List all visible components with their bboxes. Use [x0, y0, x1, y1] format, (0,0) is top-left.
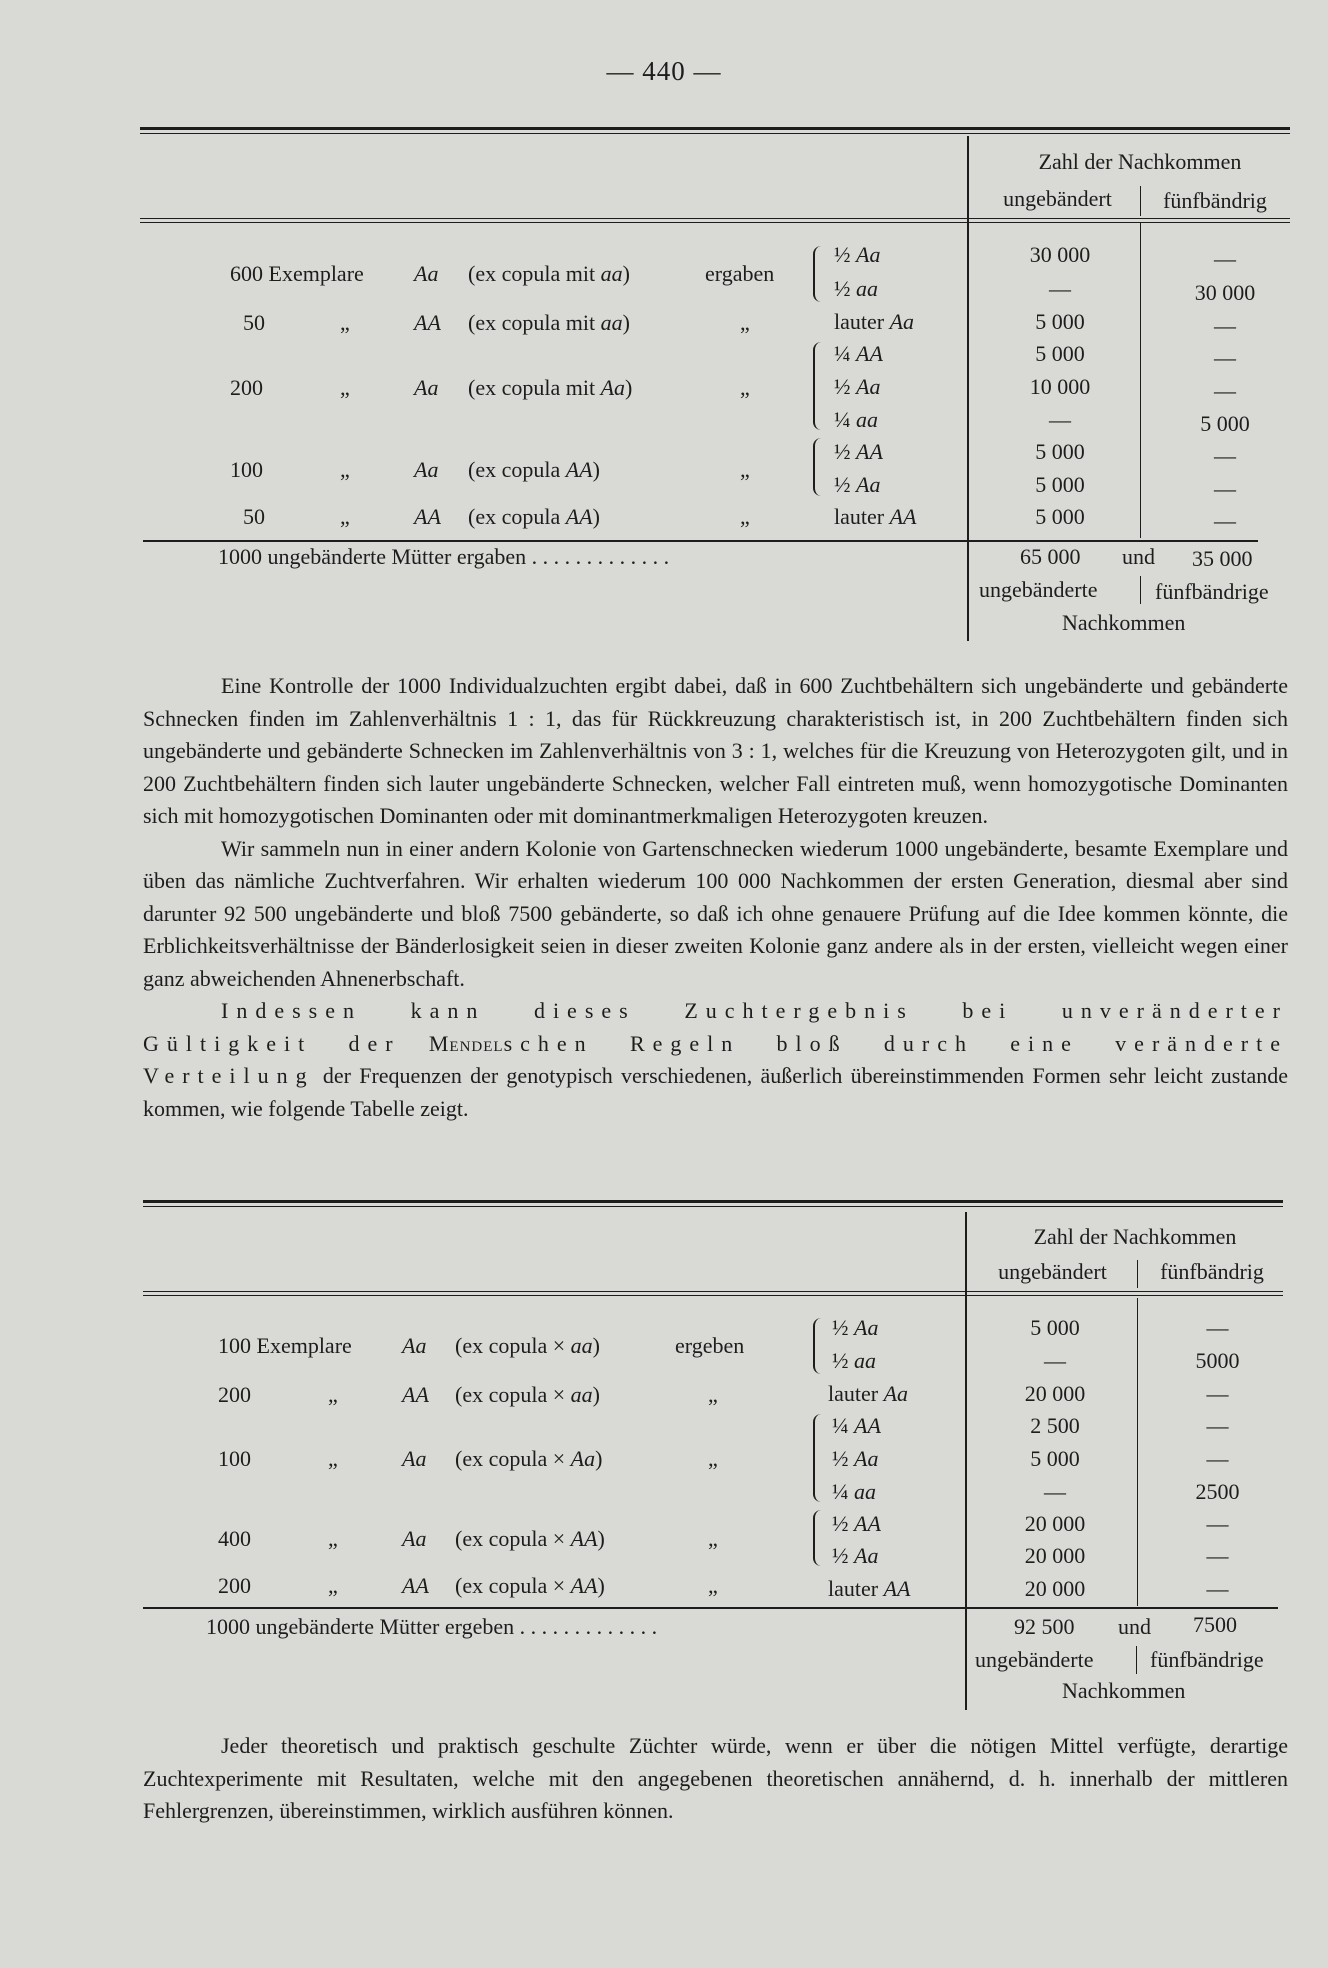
paragraph	[143, 1730, 1288, 1828]
cell-fuenfbaendrig: 5 000	[1200, 411, 1250, 436]
ratio-genotype: Aa	[854, 1446, 879, 1471]
cell-fuenfbaendrig: —	[1206, 1446, 1229, 1471]
cell-fuenfbaendrig: —	[1214, 246, 1236, 271]
cross-text: (ex copula ×	[455, 1573, 571, 1598]
row-genotype: AA	[402, 1573, 429, 1598]
cell-fuenfbaendrig: —	[1206, 1315, 1229, 1340]
row-verb: „	[740, 457, 750, 482]
cross-close: )	[592, 1382, 600, 1407]
ratio-genotype: AA	[854, 1511, 881, 1536]
row-genotype: Aa	[414, 375, 439, 400]
offspring-ratio	[834, 242, 880, 268]
ratio-genotype: Aa	[883, 1381, 909, 1406]
cross-close: )	[622, 261, 630, 286]
cross-genotype: aa	[600, 310, 623, 335]
brace	[813, 1318, 823, 1374]
cell-ungebaendert: 5 000	[1035, 341, 1085, 366]
offspring-ratio	[832, 1348, 876, 1374]
cross-genotype: Aa	[570, 1446, 596, 1471]
totals-rule	[143, 540, 1258, 542]
cross-close: )	[592, 457, 600, 482]
row-verb: „	[740, 375, 750, 400]
paragraph-text: der Frequenzen der genotypisch verschiedenen, äußerlich übereinstimmenden Formen sehr leicht zustande kommen, wie folgende Tabelle zeigt.	[143, 1063, 1289, 1121]
ratio-fraction: lauter	[834, 309, 885, 334]
cell-fuenfbaendrig: —	[1206, 1413, 1229, 1438]
cross-genotype: AA	[570, 1573, 598, 1598]
cross-text: (ex copula mit	[468, 261, 601, 286]
cross-close: )	[597, 1526, 605, 1551]
header-rule	[143, 1295, 1283, 1296]
row-verb: „	[708, 1446, 718, 1471]
header-col-fuenfbaendrig: fünfbändrig	[1160, 1259, 1264, 1284]
row-ditto: „	[328, 1446, 338, 1471]
cell-fuenfbaendrig: 5000	[1195, 1348, 1240, 1373]
row-ditto: „	[328, 1573, 338, 1598]
cross-close: )	[597, 1573, 605, 1598]
cell-ungebaendert: 5 000	[1035, 472, 1085, 497]
paragraph-text: Eine Kontrolle der 1000 Individualzuchten ergibt dabei, daß in 600 Zuchtbehältern sich ungebänderte und gebänderte Schnecken finden im Zahlenverhältnis 1 : 1, das für Rückkreuzung charakteristisch ist, in 200 Zuchtbehältern finden sich ungebänderte und gebänderte Schnecken im Zahlenverhältnis von 3 : 1, welches für die Kreuzung von Heterozygoten gilt, und in 200 Zuchtbehältern finden sich lauter ungebänderte Schnecken, welcher Fall eintreten muß, wenn homozygotische Dominanten sich mit homozygotischen Dominanten oder mit dominantmerkmaligen Heterozygoten kreuzen.	[143, 673, 1288, 828]
row-cross	[455, 1526, 605, 1552]
offspring-ratio	[834, 472, 880, 498]
ratio-fraction: ½	[832, 1511, 849, 1536]
offspring-ratio	[834, 309, 914, 335]
cell-fuenfbaendrig: —	[1206, 1543, 1229, 1568]
row-verb: ergaben	[705, 261, 775, 286]
cross-text: (ex copula mit	[468, 310, 601, 335]
offspring-ratio	[834, 374, 880, 400]
header-rule	[143, 1291, 1283, 1292]
cross-close: )	[592, 504, 600, 529]
cross-text: (ex copula mit	[468, 375, 601, 400]
total-and: und	[1122, 544, 1155, 569]
row-count: 100	[218, 1446, 251, 1471]
row-genotype: AA	[414, 504, 441, 529]
brace	[813, 1414, 823, 1502]
header-group: Zahl der Nachkommen	[1033, 1224, 1237, 1249]
row-count: 200	[230, 375, 263, 400]
cross-text: (ex copula	[468, 504, 566, 529]
ratio-fraction: lauter	[828, 1576, 879, 1601]
offspring-ratio	[832, 1479, 876, 1505]
row-verb: „	[708, 1526, 718, 1551]
totals-rule	[143, 1607, 1278, 1609]
offspring-ratio	[832, 1511, 881, 1537]
cell-ungebaendert: 5 000	[1035, 504, 1085, 529]
ratio-fraction: ¼	[834, 407, 851, 432]
spaced-text: Indessen kann dieses Zuchtergebnis bei unveränderter Gültigkeit der	[143, 998, 1288, 1056]
totals-footer: Nachkommen	[1062, 1678, 1186, 1703]
column-divider	[1136, 1646, 1137, 1674]
offspring-ratio	[832, 1543, 878, 1569]
row-ditto: „	[328, 1382, 338, 1407]
column-divider	[1137, 1298, 1138, 1606]
row-cross	[468, 375, 632, 401]
cross-genotype: Aa	[600, 375, 626, 400]
row-genotype: AA	[402, 1382, 429, 1407]
totals-label: 1000 ungebänderte Mütter ergeben . . . . . . . . . . . . .	[206, 1614, 658, 1639]
row-verb: ergeben	[675, 1333, 745, 1358]
column-divider	[1140, 186, 1141, 216]
cross-genotype: aa	[570, 1382, 593, 1407]
ratio-fraction: ½	[832, 1315, 849, 1340]
ratio-genotype: Aa	[854, 1543, 879, 1568]
row-count: 100 Exemplare	[218, 1333, 352, 1358]
cell-ungebaendert: 5 000	[1030, 1315, 1080, 1340]
cell-fuenfbaendrig: —	[1214, 476, 1236, 501]
cell-ungebaendert: 30 000	[1029, 242, 1091, 267]
table-top-rule	[143, 1200, 1283, 1203]
ratio-fraction: ½	[832, 1348, 849, 1373]
total-fuenfbaendrig: 7500	[1193, 1612, 1237, 1637]
cross-text: (ex copula	[468, 457, 566, 482]
row-count: 200	[218, 1573, 251, 1598]
cell-ungebaendert: 20 000	[1024, 1511, 1086, 1536]
ratio-genotype: AA	[889, 504, 917, 529]
ratio-genotype: aa	[856, 407, 878, 432]
cross-text: (ex copula ×	[455, 1446, 571, 1471]
offspring-ratio	[834, 407, 878, 433]
offspring-ratio	[832, 1413, 881, 1439]
total-label-ungebaendert: ungebänderte	[979, 577, 1098, 602]
ratio-fraction: ¼	[834, 341, 851, 366]
ratio-genotype: aa	[856, 276, 878, 301]
total-label-fuenfbaendrig: fünfbändrige	[1155, 579, 1269, 604]
ratio-genotype: Aa	[856, 374, 881, 399]
ratio-genotype: Aa	[889, 309, 915, 334]
page-number: — 440 —	[606, 56, 722, 86]
row-count: 50	[243, 310, 265, 335]
cross-genotype: AA	[565, 457, 593, 482]
author-name: Mendel	[428, 1030, 504, 1056]
table-top-rule-thin	[140, 133, 1290, 134]
total-ungebaendert: 92 500	[1014, 1614, 1075, 1639]
ratio-genotype: aa	[854, 1479, 876, 1504]
cell-fuenfbaendrig: —	[1214, 508, 1236, 533]
ratio-genotype: AA	[854, 1413, 881, 1438]
offspring-ratio	[832, 1446, 878, 1472]
cross-genotype: AA	[565, 504, 593, 529]
row-verb: „	[740, 504, 750, 529]
row-verb: „	[740, 310, 750, 335]
table-top-rule-thin	[143, 1206, 1283, 1207]
row-genotype: Aa	[402, 1333, 427, 1358]
total-ungebaendert: 65 000	[1020, 544, 1081, 569]
cell-fuenfbaendrig: —	[1206, 1576, 1229, 1601]
cell-ungebaendert: 10 000	[1029, 374, 1091, 399]
paragraph	[143, 670, 1288, 1125]
row-verb: „	[708, 1382, 718, 1407]
total-fuenfbaendrig: 35 000	[1192, 546, 1253, 571]
row-ditto: „	[340, 457, 350, 482]
row-genotype: Aa	[414, 457, 439, 482]
ratio-fraction: lauter	[828, 1381, 879, 1406]
cell-ungebaendert: —	[1044, 1479, 1066, 1504]
ratio-fraction: ½	[834, 242, 851, 267]
cross-text: (ex copula ×	[455, 1333, 571, 1358]
column-divider	[1140, 222, 1141, 538]
table-top-rule	[140, 127, 1290, 130]
offspring-ratio	[832, 1315, 878, 1341]
ratio-fraction: ½	[834, 472, 851, 497]
row-count: 200	[218, 1382, 251, 1407]
ratio-fraction: ¼	[832, 1413, 849, 1438]
column-divider	[967, 136, 969, 641]
brace	[813, 438, 823, 496]
row-count: 400	[218, 1526, 251, 1551]
total-and: und	[1118, 1614, 1151, 1639]
cell-fuenfbaendrig: —	[1214, 443, 1236, 468]
total-label-ungebaendert: ungebänderte	[975, 1647, 1094, 1672]
paragraph-text: Wir sammeln nun in einer andern Kolonie von Gartenschnecken wiederum 1000 ungebänderte, besamte Exemplare und üben das nämliche Zuchtverfahren. Wir erhalten wiederum 100 000 Nachkommen der ersten Generation, diesmal aber sind darunter 92 500 ungebänderte und bloß 7500 gebänderte, so daß ich ohne genauere Prüfung auf die Idee kommen könnte, die Erblichkeitsverhältnisse der Bänderlosigkeit seien in dieser zweiten Kolonie ganz andere als in der ersten, vielleicht wegen einer ganz abweichenden Ahnenerbschaft.	[143, 835, 1288, 991]
row-cross	[468, 457, 600, 483]
column-divider	[1137, 1260, 1138, 1288]
offspring-ratio	[834, 504, 916, 530]
row-cross	[455, 1382, 600, 1408]
cell-ungebaendert: —	[1049, 407, 1071, 432]
column-divider	[965, 1212, 967, 1710]
row-genotype: AA	[414, 310, 441, 335]
cell-ungebaendert: —	[1049, 276, 1071, 301]
cell-ungebaendert: 5 000	[1035, 439, 1085, 464]
row-cross	[468, 310, 630, 336]
cell-ungebaendert: —	[1044, 1348, 1066, 1373]
header-rule	[140, 222, 1290, 223]
cell-ungebaendert: 20 000	[1024, 1543, 1086, 1568]
offspring-ratio	[828, 1381, 908, 1407]
brace	[813, 342, 823, 430]
totals-label: 1000 ungebänderte Mütter ergaben . . . . . . . . . . . . .	[218, 544, 670, 569]
row-cross	[468, 261, 630, 287]
brace	[813, 1510, 823, 1566]
offspring-ratio	[834, 439, 883, 465]
header-col-ungebaendert: ungebändert	[998, 1259, 1107, 1284]
ratio-genotype: AA	[856, 341, 883, 366]
cell-fuenfbaendrig: 30 000	[1194, 280, 1256, 305]
offspring-ratio	[828, 1576, 910, 1602]
ratio-fraction: ½	[832, 1543, 849, 1568]
row-count: 100	[230, 457, 263, 482]
row-ditto: „	[340, 375, 350, 400]
cross-close: )	[592, 1333, 600, 1358]
header-group: Zahl der Nachkommen	[1038, 149, 1242, 174]
ratio-genotype: AA	[856, 439, 883, 464]
ratio-fraction: ½	[834, 374, 851, 399]
row-genotype: Aa	[414, 261, 439, 286]
ratio-fraction: ¼	[832, 1479, 849, 1504]
ratio-genotype: aa	[854, 1348, 876, 1373]
cross-genotype: aa	[600, 261, 623, 286]
cell-fuenfbaendrig: —	[1214, 345, 1236, 370]
row-cross	[455, 1573, 605, 1599]
row-genotype: Aa	[402, 1526, 427, 1551]
header-col-ungebaendert: ungebändert	[1003, 186, 1112, 211]
cross-close: )	[625, 375, 633, 400]
cross-genotype: AA	[570, 1526, 598, 1551]
offspring-ratio	[834, 341, 883, 367]
row-count: 600 Exemplare	[230, 261, 364, 286]
ratio-genotype: Aa	[854, 1315, 879, 1340]
cross-close: )	[622, 310, 630, 335]
cell-ungebaendert: 20 000	[1024, 1381, 1086, 1406]
total-label-fuenfbaendrig: fünfbändrige	[1150, 1647, 1264, 1672]
ratio-fraction: lauter	[834, 504, 885, 529]
cell-ungebaendert: 5 000	[1035, 309, 1085, 334]
cell-fuenfbaendrig: —	[1206, 1511, 1229, 1536]
cross-genotype: aa	[570, 1333, 593, 1358]
row-ditto: „	[340, 504, 350, 529]
cell-fuenfbaendrig: 2500	[1195, 1479, 1240, 1504]
header-rule	[140, 218, 1290, 219]
ratio-fraction: ½	[834, 439, 851, 464]
ratio-genotype: Aa	[856, 242, 881, 267]
row-cross	[455, 1333, 600, 1359]
cell-ungebaendert: 5 000	[1030, 1446, 1080, 1471]
cell-fuenfbaendrig: —	[1214, 378, 1236, 403]
ratio-genotype: Aa	[856, 472, 881, 497]
row-count: 50	[243, 504, 265, 529]
cell-fuenfbaendrig: —	[1214, 313, 1236, 338]
paragraph-text: Jeder theoretisch und praktisch geschulte Züchter würde, wenn er über die nötigen Mittel verfügte, derartige Zuchtexperimente mit Resultaten, welche mit den angegebenen theoretischen annähernd, d. h. innerhalb der mittleren Fehlergrenzen, übereinstimmen, wirklich ausführen können.	[143, 1733, 1288, 1823]
offspring-ratio	[834, 276, 878, 302]
row-ditto: „	[328, 1526, 338, 1551]
row-cross	[455, 1446, 602, 1472]
spaced-text: schen Regeln bloß durch eine veränderte Verteilung	[143, 1030, 1289, 1088]
row-cross	[468, 504, 600, 530]
cell-fuenfbaendrig: —	[1206, 1381, 1229, 1406]
brace	[813, 246, 823, 302]
cross-close: )	[595, 1446, 603, 1471]
cross-text: (ex copula ×	[455, 1526, 571, 1551]
row-ditto: „	[340, 310, 350, 335]
ratio-genotype: AA	[883, 1576, 911, 1601]
totals-footer: Nachkommen	[1062, 610, 1186, 635]
ratio-fraction: ½	[834, 276, 851, 301]
row-verb: „	[708, 1573, 718, 1598]
cross-text: (ex copula ×	[455, 1382, 571, 1407]
header-col-fuenfbaendrig: fünfbändrig	[1163, 188, 1267, 213]
ratio-fraction: ½	[832, 1446, 849, 1471]
cell-ungebaendert: 20 000	[1024, 1576, 1086, 1601]
row-genotype: Aa	[402, 1446, 427, 1471]
column-divider	[1140, 576, 1141, 604]
cell-ungebaendert: 2 500	[1030, 1413, 1080, 1438]
